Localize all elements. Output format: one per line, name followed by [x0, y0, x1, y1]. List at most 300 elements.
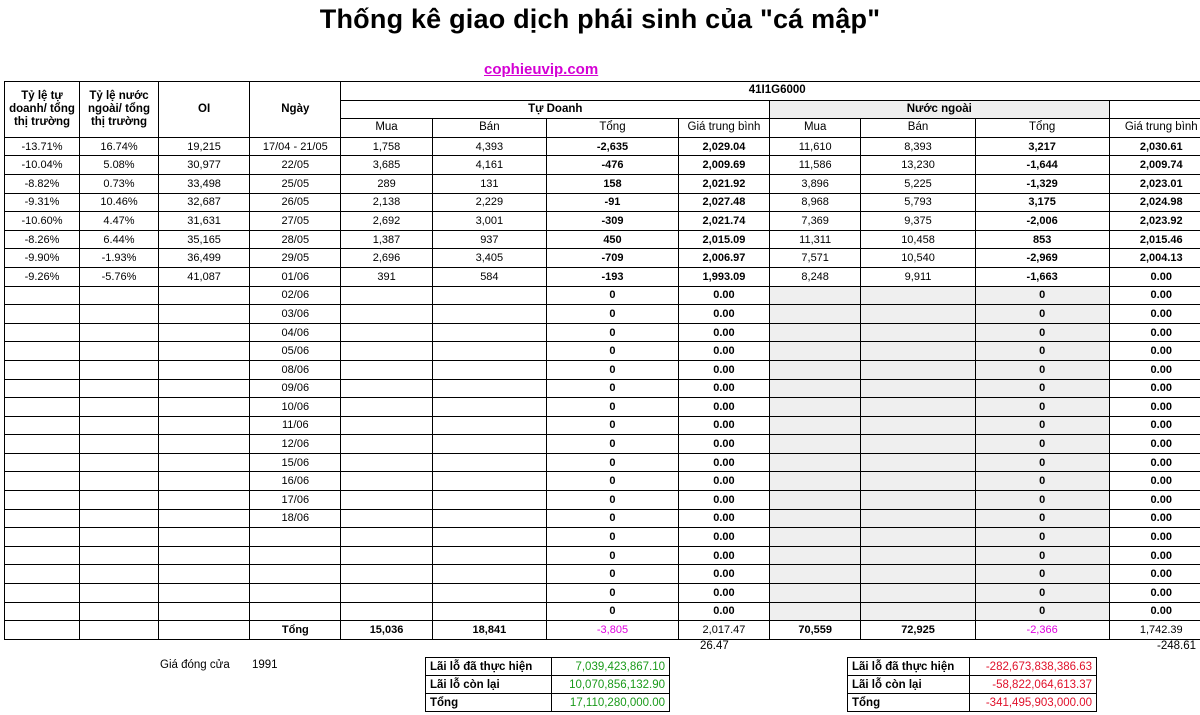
cell-nn-gia: 0.00	[1109, 286, 1200, 305]
table-row	[5, 174, 1200, 193]
cell-td-mua	[341, 360, 432, 379]
cell-ty-le-tu-doanh: -8.26%	[5, 230, 80, 249]
site-link[interactable]: cophieuvip.com	[484, 61, 599, 78]
cell-ty-le-nuoc-ngoai	[79, 342, 158, 361]
cell-ngay: 28/05	[250, 230, 341, 249]
cell-nn-mua	[770, 360, 861, 379]
cell-td-mua: 1,758	[341, 137, 432, 156]
cell-oi	[159, 509, 250, 528]
cell-td-tong: -91	[547, 193, 679, 212]
cell-nn-tong: 0	[975, 453, 1109, 472]
table-row	[5, 546, 1200, 565]
gia-dong-cua-value: 1991	[252, 659, 278, 671]
total-td-mua: 15,036	[341, 621, 432, 640]
cell-nn-tong: -1,663	[975, 267, 1109, 286]
table-row	[5, 249, 1200, 268]
cell-nn-gia: 0.00	[1109, 546, 1200, 565]
cell-td-mua: 289	[341, 174, 432, 193]
cell-nn-mua	[770, 546, 861, 565]
total-td-ban: 18,841	[432, 621, 547, 640]
cell-td-ban: 4,393	[432, 137, 547, 156]
cell-td-gia: 0.00	[678, 323, 769, 342]
cell-nn-tong: 0	[975, 602, 1109, 621]
pnl-row	[848, 676, 1097, 694]
cell-nn-tong: 0	[975, 528, 1109, 547]
cell-td-mua: 1,387	[341, 230, 432, 249]
cell-td-tong: 0	[547, 491, 679, 510]
cell-td-ban	[432, 286, 547, 305]
cell-nn-gia: 0.00	[1109, 509, 1200, 528]
cell-ty-le-tu-doanh: -13.71%	[5, 137, 80, 156]
td-diff: 26.47	[700, 640, 729, 652]
gia-dong-cua-label: Giá đóng cửa	[160, 659, 230, 671]
cell-td-tong: -476	[547, 156, 679, 175]
pnl-row	[426, 676, 670, 694]
cell-td-ban	[432, 472, 547, 491]
cell-td-mua	[341, 472, 432, 491]
cell-td-gia: 1,993.09	[678, 267, 769, 286]
cell-ngay: 03/06	[250, 305, 341, 324]
cell-nn-ban	[861, 323, 976, 342]
cell-nn-gia: 0.00	[1109, 305, 1200, 324]
cell-oi	[159, 546, 250, 565]
cell-nn-gia: 2,024.98	[1109, 193, 1200, 212]
cell-nn-gia: 0.00	[1109, 472, 1200, 491]
cell-ngay: 05/06	[250, 342, 341, 361]
total-nn-tong: -2,366	[975, 621, 1109, 640]
cell-oi: 30,977	[159, 156, 250, 175]
col-nn-mua: Mua	[770, 119, 861, 138]
cell-td-gia: 0.00	[678, 491, 769, 510]
cell-ty-le-nuoc-ngoai	[79, 546, 158, 565]
cell-ty-le-nuoc-ngoai	[79, 472, 158, 491]
pnl-value: -282,673,838,386.63	[970, 658, 1097, 676]
cell-ngay	[250, 584, 341, 603]
cell-nn-gia: 0.00	[1109, 342, 1200, 361]
cell-td-gia: 2,021.92	[678, 174, 769, 193]
cell-td-mua: 391	[341, 267, 432, 286]
cell-nn-ban	[861, 491, 976, 510]
cell-oi: 35,165	[159, 230, 250, 249]
cell-td-tong: 0	[547, 565, 679, 584]
table-row	[5, 491, 1200, 510]
cell-td-gia: 0.00	[678, 286, 769, 305]
cell-nn-ban	[861, 435, 976, 454]
cell-oi	[159, 398, 250, 417]
cell-ngay: 17/06	[250, 491, 341, 510]
cell-td-mua	[341, 509, 432, 528]
cell-ty-le-nuoc-ngoai	[79, 602, 158, 621]
cell-oi	[159, 602, 250, 621]
cell-nn-tong: 0	[975, 360, 1109, 379]
cell-td-ban: 131	[432, 174, 547, 193]
nn-diff: -248.61	[1157, 640, 1197, 652]
cell-td-gia: 0.00	[678, 379, 769, 398]
group-nuoc-ngoai: Nước ngoài	[770, 100, 1109, 119]
cell-td-mua	[341, 342, 432, 361]
cell-oi: 31,631	[159, 212, 250, 231]
table-row	[5, 584, 1200, 603]
pnl-label: Lãi lỗ đã thực hiện	[848, 658, 970, 676]
cell-td-gia: 0.00	[678, 360, 769, 379]
cell-td-mua: 2,692	[341, 212, 432, 231]
cell-oi	[159, 472, 250, 491]
pnl-value: 10,070,856,132.90	[551, 676, 669, 694]
derivatives-table	[4, 81, 1200, 640]
cell-nn-gia: 0.00	[1109, 398, 1200, 417]
cell-nn-mua	[770, 528, 861, 547]
cell-td-tong: 0	[547, 323, 679, 342]
cell-ngay: 22/05	[250, 156, 341, 175]
cell-td-tong: -709	[547, 249, 679, 268]
cell-ty-le-nuoc-ngoai	[79, 305, 158, 324]
cell-oi	[159, 286, 250, 305]
pnl-tu-doanh-table	[425, 657, 670, 712]
cell-nn-tong: 0	[975, 565, 1109, 584]
cell-ty-le-nuoc-ngoai	[79, 416, 158, 435]
cell-td-mua	[341, 602, 432, 621]
cell-ty-le-tu-doanh	[5, 546, 80, 565]
cell-td-gia: 0.00	[678, 602, 769, 621]
cell-nn-mua	[770, 416, 861, 435]
pnl-label: Lãi lỗ đã thực hiện	[426, 658, 552, 676]
cell-nn-mua: 11,311	[770, 230, 861, 249]
cell-ty-le-nuoc-ngoai	[79, 435, 158, 454]
cell-ty-le-nuoc-ngoai	[79, 565, 158, 584]
cell-nn-mua	[770, 602, 861, 621]
cell-ty-le-tu-doanh: -9.31%	[5, 193, 80, 212]
cell-ty-le-nuoc-ngoai	[79, 323, 158, 342]
table-row	[5, 528, 1200, 547]
cell-oi	[159, 565, 250, 584]
col-nn-ban: Bán	[861, 119, 976, 138]
cell-ty-le-nuoc-ngoai	[79, 360, 158, 379]
cell-nn-tong: -2,969	[975, 249, 1109, 268]
col-td-mua: Mua	[341, 119, 432, 138]
cell-nn-gia: 0.00	[1109, 602, 1200, 621]
cell-td-mua	[341, 323, 432, 342]
cell-td-gia: 0.00	[678, 509, 769, 528]
cell-nn-ban	[861, 286, 976, 305]
cell-nn-mua	[770, 323, 861, 342]
cell-nn-mua: 8,968	[770, 193, 861, 212]
cell-ty-le-nuoc-ngoai	[79, 453, 158, 472]
cell-oi: 32,687	[159, 193, 250, 212]
cell-td-gia: 2,029.04	[678, 137, 769, 156]
cell-td-mua	[341, 565, 432, 584]
cell-ty-le-nuoc-ngoai: 16.74%	[79, 137, 158, 156]
cell-ngay: 29/05	[250, 249, 341, 268]
cell-ty-le-tu-doanh	[5, 491, 80, 510]
cell-oi: 19,215	[159, 137, 250, 156]
cell-ty-le-nuoc-ngoai: -1.93%	[79, 249, 158, 268]
cell-nn-tong: 3,175	[975, 193, 1109, 212]
total-nn-mua: 70,559	[770, 621, 861, 640]
cell-ngay	[250, 602, 341, 621]
total-nn-ban: 72,925	[861, 621, 976, 640]
cell-nn-mua	[770, 342, 861, 361]
cell-oi	[159, 453, 250, 472]
cell-ty-le-nuoc-ngoai	[79, 491, 158, 510]
col-td-gia: Giá trung bình	[678, 119, 769, 138]
cell-ty-le-tu-doanh: -10.60%	[5, 212, 80, 231]
cell-ty-le-tu-doanh	[5, 528, 80, 547]
cell-nn-ban: 10,458	[861, 230, 976, 249]
cell-oi	[159, 360, 250, 379]
cell-td-mua	[341, 546, 432, 565]
cell-nn-gia: 0.00	[1109, 379, 1200, 398]
cell-nn-tong: 0	[975, 305, 1109, 324]
cell-td-tong: -2,635	[547, 137, 679, 156]
cell-nn-gia: 0.00	[1109, 323, 1200, 342]
table-row	[5, 342, 1200, 361]
cell-td-ban	[432, 602, 547, 621]
cell-ngay: 18/06	[250, 509, 341, 528]
col-ngay: Ngày	[250, 82, 341, 138]
cell-td-tong: 450	[547, 230, 679, 249]
cell-td-mua	[341, 584, 432, 603]
cell-td-tong: 0	[547, 528, 679, 547]
cell-td-tong: 0	[547, 305, 679, 324]
cell-nn-ban	[861, 565, 976, 584]
col-oi: OI	[159, 82, 250, 138]
cell-nn-mua	[770, 491, 861, 510]
cell-nn-tong: -2,006	[975, 212, 1109, 231]
cell-td-ban	[432, 379, 547, 398]
cell-ngay: 10/06	[250, 398, 341, 417]
cell-nn-tong: 0	[975, 546, 1109, 565]
cell-td-ban: 3,405	[432, 249, 547, 268]
col-nn-tong: Tổng	[975, 119, 1109, 138]
table-row	[5, 472, 1200, 491]
cell-ngay: 02/06	[250, 286, 341, 305]
cell-ngay: 12/06	[250, 435, 341, 454]
cell-td-ban	[432, 305, 547, 324]
pnl-label: Lãi lỗ còn lại	[848, 676, 970, 694]
cell-nn-gia: 0.00	[1109, 491, 1200, 510]
cell-oi	[159, 323, 250, 342]
pnl-row	[426, 694, 670, 712]
cell-nn-ban	[861, 602, 976, 621]
cell-td-tong: 0	[547, 286, 679, 305]
cell-td-gia: 0.00	[678, 584, 769, 603]
cell-ngay: 17/04 - 21/05	[250, 137, 341, 156]
cell-ty-le-tu-doanh	[5, 342, 80, 361]
col-nn-gia: Giá trung bình	[1109, 119, 1200, 138]
cell-td-ban: 937	[432, 230, 547, 249]
cell-ty-le-tu-doanh: -10.04%	[5, 156, 80, 175]
table-row	[5, 360, 1200, 379]
cell-nn-ban	[861, 528, 976, 547]
cell-td-gia: 0.00	[678, 305, 769, 324]
cell-nn-mua	[770, 435, 861, 454]
cell-nn-mua	[770, 453, 861, 472]
cell-oi: 36,499	[159, 249, 250, 268]
table-row	[5, 323, 1200, 342]
cell-ngay: 15/06	[250, 453, 341, 472]
cell-nn-gia: 0.00	[1109, 267, 1200, 286]
cell-td-tong: 0	[547, 379, 679, 398]
cell-nn-tong: -1,329	[975, 174, 1109, 193]
cell-td-tong: 158	[547, 174, 679, 193]
cell-td-gia: 0.00	[678, 565, 769, 584]
cell-nn-tong: -1,644	[975, 156, 1109, 175]
cell-td-gia: 0.00	[678, 416, 769, 435]
cell-td-mua	[341, 491, 432, 510]
cell-td-gia: 2,021.74	[678, 212, 769, 231]
cell-nn-ban	[861, 398, 976, 417]
cell-td-ban	[432, 323, 547, 342]
cell-td-tong: 0	[547, 472, 679, 491]
cell-nn-ban	[861, 342, 976, 361]
cell-td-ban	[432, 360, 547, 379]
pnl-nuoc-ngoai-table	[847, 657, 1097, 712]
cell-nn-gia: 0.00	[1109, 453, 1200, 472]
cell-nn-tong: 0	[975, 416, 1109, 435]
cell-nn-ban: 9,911	[861, 267, 976, 286]
cell-ngay	[250, 528, 341, 547]
cell-nn-ban	[861, 453, 976, 472]
cell-ngay: 27/05	[250, 212, 341, 231]
cell-ngay: 08/06	[250, 360, 341, 379]
cell-ty-le-nuoc-ngoai: -5.76%	[79, 267, 158, 286]
cell-nn-tong: 853	[975, 230, 1109, 249]
cell-td-tong: 0	[547, 342, 679, 361]
cell-td-ban: 584	[432, 267, 547, 286]
cell-ngay: 09/06	[250, 379, 341, 398]
cell-ty-le-tu-doanh	[5, 602, 80, 621]
cell-nn-tong: 0	[975, 472, 1109, 491]
cell-nn-tong: 0	[975, 509, 1109, 528]
cell-nn-gia: 0.00	[1109, 360, 1200, 379]
cell-ty-le-nuoc-ngoai: 6.44%	[79, 230, 158, 249]
cell-nn-mua	[770, 305, 861, 324]
cell-nn-mua: 11,610	[770, 137, 861, 156]
cell-td-ban	[432, 491, 547, 510]
cell-ty-le-tu-doanh	[5, 509, 80, 528]
cell-oi	[159, 342, 250, 361]
cell-nn-mua: 3,896	[770, 174, 861, 193]
cell-td-gia: 2,006.97	[678, 249, 769, 268]
col-td-tong: Tổng	[547, 119, 679, 138]
cell-nn-ban: 9,375	[861, 212, 976, 231]
cell-td-ban	[432, 342, 547, 361]
cell-nn-mua: 7,571	[770, 249, 861, 268]
col-ty-le-nuoc-ngoai: Tỷ lệ nước ngoài/ tổng thị trường	[79, 82, 158, 138]
col-td-ban: Bán	[432, 119, 547, 138]
cell-nn-tong: 3,217	[975, 137, 1109, 156]
cell-nn-tong: 0	[975, 584, 1109, 603]
table-row	[5, 435, 1200, 454]
contract-code: 41I1G6000	[341, 82, 1200, 101]
cell-td-mua	[341, 453, 432, 472]
table-row	[5, 193, 1200, 212]
cell-td-ban: 3,001	[432, 212, 547, 231]
cell-td-gia: 2,015.09	[678, 230, 769, 249]
cell-nn-ban: 8,393	[861, 137, 976, 156]
cell-td-gia: 0.00	[678, 398, 769, 417]
total-nn-gia: 1,742.39	[1109, 621, 1200, 640]
cell-td-tong: 0	[547, 546, 679, 565]
cell-td-gia: 0.00	[678, 546, 769, 565]
total-empty-cell	[79, 621, 158, 640]
pnl-row	[426, 658, 670, 676]
cell-ngay: 04/06	[250, 323, 341, 342]
cell-td-tong: -309	[547, 212, 679, 231]
table-row	[5, 156, 1200, 175]
cell-td-mua	[341, 379, 432, 398]
cell-ty-le-tu-doanh	[5, 286, 80, 305]
cell-td-tong: 0	[547, 360, 679, 379]
cell-td-mua: 3,685	[341, 156, 432, 175]
cell-td-gia: 0.00	[678, 528, 769, 547]
cell-ty-le-nuoc-ngoai	[79, 528, 158, 547]
cell-ty-le-tu-doanh: -9.90%	[5, 249, 80, 268]
cell-ngay: 01/06	[250, 267, 341, 286]
cell-nn-mua	[770, 398, 861, 417]
cell-ty-le-tu-doanh	[5, 565, 80, 584]
cell-oi	[159, 491, 250, 510]
cell-oi	[159, 416, 250, 435]
cell-td-ban: 2,229	[432, 193, 547, 212]
cell-td-tong: 0	[547, 584, 679, 603]
cell-td-ban	[432, 546, 547, 565]
cell-td-ban	[432, 435, 547, 454]
pnl-value: 17,110,280,000.00	[551, 694, 669, 712]
cell-ty-le-tu-doanh	[5, 379, 80, 398]
cell-td-gia: 0.00	[678, 342, 769, 361]
cell-td-gia: 2,027.48	[678, 193, 769, 212]
cell-ty-le-nuoc-ngoai	[79, 286, 158, 305]
cell-td-tong: 0	[547, 453, 679, 472]
cell-ty-le-tu-doanh	[5, 305, 80, 324]
page-title: Thống kê giao dịch phái sinh của "cá mập"	[319, 4, 881, 34]
cell-nn-ban: 5,225	[861, 174, 976, 193]
cell-nn-mua	[770, 286, 861, 305]
cell-nn-ban	[861, 379, 976, 398]
cell-td-mua	[341, 528, 432, 547]
total-empty-cell	[159, 621, 250, 640]
total-label: Tổng	[250, 621, 341, 640]
group-empty	[1109, 100, 1200, 119]
cell-td-tong: 0	[547, 509, 679, 528]
cell-oi	[159, 584, 250, 603]
cell-nn-mua	[770, 509, 861, 528]
cell-nn-gia: 0.00	[1109, 584, 1200, 603]
cell-td-ban	[432, 528, 547, 547]
total-td-gia: 2,017.47	[678, 621, 769, 640]
cell-nn-ban	[861, 509, 976, 528]
total-td-tong: -3,805	[547, 621, 679, 640]
cell-ty-le-tu-doanh	[5, 416, 80, 435]
cell-td-mua: 2,696	[341, 249, 432, 268]
cell-nn-ban	[861, 584, 976, 603]
cell-nn-gia: 0.00	[1109, 565, 1200, 584]
cell-td-tong: 0	[547, 416, 679, 435]
cell-nn-ban	[861, 416, 976, 435]
cell-nn-gia: 2,023.01	[1109, 174, 1200, 193]
cell-nn-gia: 0.00	[1109, 528, 1200, 547]
table-row	[5, 453, 1200, 472]
table-row	[5, 137, 1200, 156]
cell-td-gia: 2,009.69	[678, 156, 769, 175]
col-ty-le-tu-doanh: Tỷ lệ tự doanh/ tổng thị trường	[5, 82, 80, 138]
cell-ty-le-nuoc-ngoai: 10.46%	[79, 193, 158, 212]
group-tu-doanh: Tự Doanh	[341, 100, 770, 119]
cell-ty-le-nuoc-ngoai	[79, 379, 158, 398]
pnl-value: -58,822,064,613.37	[970, 676, 1097, 694]
cell-nn-tong: 0	[975, 435, 1109, 454]
